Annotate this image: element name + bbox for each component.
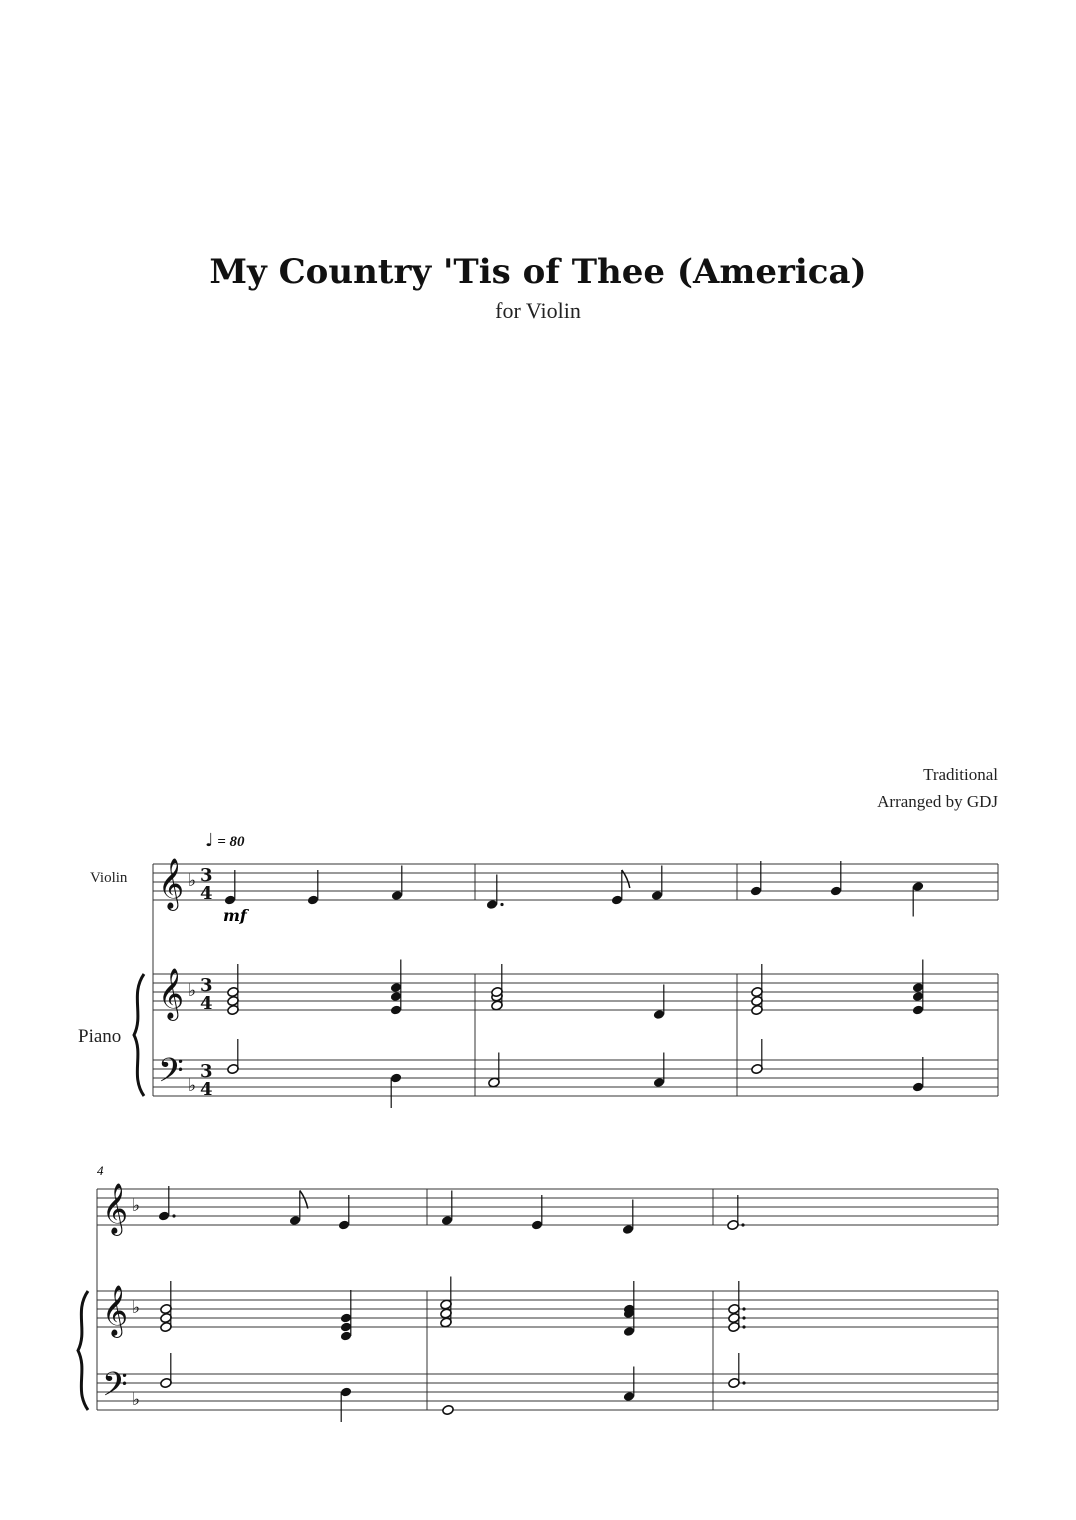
composer-credit: Traditional [923, 765, 998, 784]
flat-icon: ♭ [132, 1298, 141, 1318]
treble-clef-icon: 𝄞 [102, 1183, 129, 1234]
bass-clef-icon: 𝄢 [102, 1366, 128, 1412]
flat-icon: ♭ [132, 1196, 141, 1216]
quarter-note-icon: ♩ [205, 830, 214, 851]
score-title: My Country 'Tis of Thee (America) [209, 252, 867, 292]
augmentation-dot [172, 1214, 175, 1217]
treble-clef-icon: 𝄞 [158, 968, 185, 1019]
dynamic-marking: mf [223, 906, 247, 925]
time-signature-denominator: 4 [200, 1079, 213, 1100]
violin-label: Violin [90, 870, 128, 886]
augmentation-dot [742, 1316, 745, 1319]
flat-icon: ♭ [188, 981, 197, 1001]
piano-label: Piano [78, 1026, 122, 1047]
arranger-credit: Arranged by GDJ [877, 792, 998, 811]
note-head [442, 1404, 455, 1415]
piano-brace [78, 1291, 88, 1410]
time-signature-denominator: 4 [200, 993, 213, 1014]
eighth-flag [300, 1191, 308, 1209]
augmentation-dot [742, 1325, 745, 1328]
piano-brace [134, 974, 144, 1096]
time-signature-numerator: 3 [200, 865, 213, 886]
tempo-value: = 80 [217, 834, 245, 850]
treble-clef-icon: 𝄞 [102, 1285, 129, 1336]
time-signature-numerator: 3 [200, 975, 213, 996]
flat-icon: ♭ [188, 871, 197, 891]
augmentation-dot [742, 1307, 745, 1310]
augmentation-dot [500, 903, 503, 906]
time-signature-numerator: 3 [200, 1061, 213, 1082]
flat-icon: ♭ [188, 1076, 197, 1096]
bass-clef-icon: 𝄢 [158, 1052, 184, 1098]
augmentation-dot [742, 1381, 745, 1384]
flat-icon: ♭ [132, 1390, 141, 1410]
time-signature-denominator: 4 [200, 883, 213, 904]
treble-clef-icon: 𝄞 [158, 858, 185, 909]
augmentation-dot [741, 1223, 744, 1226]
score-subtitle: for Violin [495, 298, 581, 323]
measure-number: 4 [97, 1163, 104, 1178]
